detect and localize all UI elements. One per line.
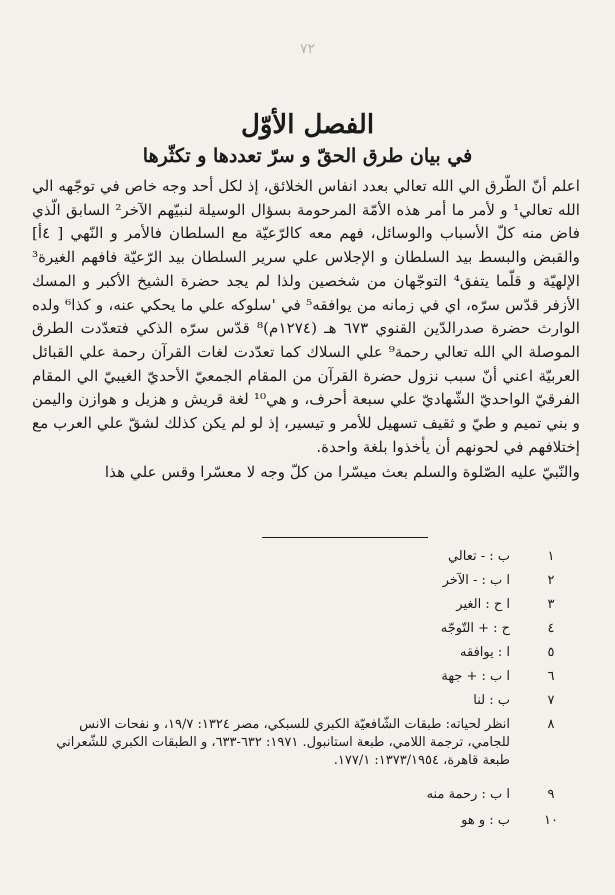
footnote xyxy=(42,692,562,710)
footnote xyxy=(42,668,562,686)
footnote-text: ح : + التّوجّه xyxy=(440,621,510,636)
footnote-number: ٩ xyxy=(547,787,555,802)
chapter-title: الفصل الأوّل xyxy=(240,110,375,140)
footnote xyxy=(42,596,562,614)
footnote xyxy=(42,644,562,662)
footnote-text: ب : - تعالي xyxy=(447,549,510,564)
footnote xyxy=(42,620,562,638)
footnote-text: ب : و هو xyxy=(461,813,510,828)
footnote-text: ا ب : رحمة منه xyxy=(426,787,510,802)
footnote-number: ١٠ xyxy=(544,813,558,828)
footnote xyxy=(42,786,562,804)
chapter-subtitle: في بيان طرق الحقّ و سرّ تعددها و تكثّرها xyxy=(142,145,473,167)
footnote-separator xyxy=(262,537,428,538)
footnote-text: ا ب : + جهة xyxy=(441,669,510,684)
footnote-text: ا : يوافقه xyxy=(460,645,510,660)
footnote-number: ٢ xyxy=(547,573,555,588)
page-number: ٧٢ xyxy=(299,41,316,57)
paragraph: اعلم أنّ الطّرق الي الله تعالي بعدد انفاس الخلائق، إذ لكل أحد وجه خاص في توجّهه الي الله تعالي¹ و لأمر ما أمر هذه الأمّة المرحومة بسؤال الوسيلة لنبيّهم الآخر² السابق الّذي فاض منه كلّ الأسباب والوسائل، فهم معه كالرّعيّة مع السلطان فالأمر و النّهي [ ٤أ] والقبض والبسط بيد السلطان و الإجلاس علي سرير السلطان بيد الرّعيّة فافهم الغيرة³ الإلهيّة و قلّما يتفق⁴ التوجّهان من شخصين ولذا لم يجد حضرة الشيخ الأكبر و المسك الأزفر قدّس سرّه، اي في زمانه من يوافقه⁵ في 'سلوكه علي ما يحكي عنه، و كذا⁶ ولده الوارث حضرة صدرالدّين القنوي ٦٧٣ هـ (١٢٧٤م)⁸ قدّس سرّه الذكي فتعدّدت الطرق الموصلة الي الله تعالي رحمة⁹ علي السلاك كما تعدّدت لغات القرآن رحمة علي القبائل العربيّة اعني أنّ سبب نزول حضرة القرآن من المقام الجمعيّ الأحديّ الغيبيّ الي المقام الفرقيّ الواحديّ الشّهاديّ علي سبعة أحرف، و هي¹⁰ لغة قريش و هزيل و هوازن واليمن و بني تميم و طيّ و ثقيف تسهيل للأمر و تيسير، إذ لو لم يكن كذلك لشقّ علي العرب مع إختلافهم في لحونهم أن يأخذوا بلغة واحدة. xyxy=(32,177,581,456)
footnote-number: ٤ xyxy=(547,621,555,636)
footnote-number: ٣ xyxy=(547,597,555,612)
footnote xyxy=(42,548,562,566)
footnote-number: ٥ xyxy=(547,645,555,660)
footnote-text: ب : لنا xyxy=(473,693,510,708)
footnote-text: ا ب : - الآخر xyxy=(442,573,510,588)
footnote xyxy=(42,716,562,770)
bleed-through-text xyxy=(0,93,615,107)
footnote xyxy=(42,812,562,830)
footnote-text: انظر لحياته: طبقات الشّافعيّة الكبري للسبكي، مصر ١٣٢٤: ١٩/٧، و نفحات الانس للجامي، ترجمة اللامي، طبعة استانبول. ١٩٧١: ٦٣٢-٦٣٣، و الطبقات الكبري للشّعراني طبعة قاهرة، ١٣٧٣/١٩٥٤: ١٧٧/١. xyxy=(56,717,510,768)
footnote xyxy=(42,572,562,590)
footnote-text: ا ح : الغير xyxy=(456,597,510,612)
footnote-number: ٧ xyxy=(547,693,555,708)
footnote-number: ٦ xyxy=(547,669,555,684)
paragraph: والنّبيّ عليه الصّلوة والسلم بعث ميسّرا من كلّ وجه لا معسّرا وقس علي هذا xyxy=(104,463,580,482)
footnote-number: ١ xyxy=(547,549,555,564)
body-text xyxy=(32,175,580,485)
footnote-number: ٨ xyxy=(547,717,555,732)
